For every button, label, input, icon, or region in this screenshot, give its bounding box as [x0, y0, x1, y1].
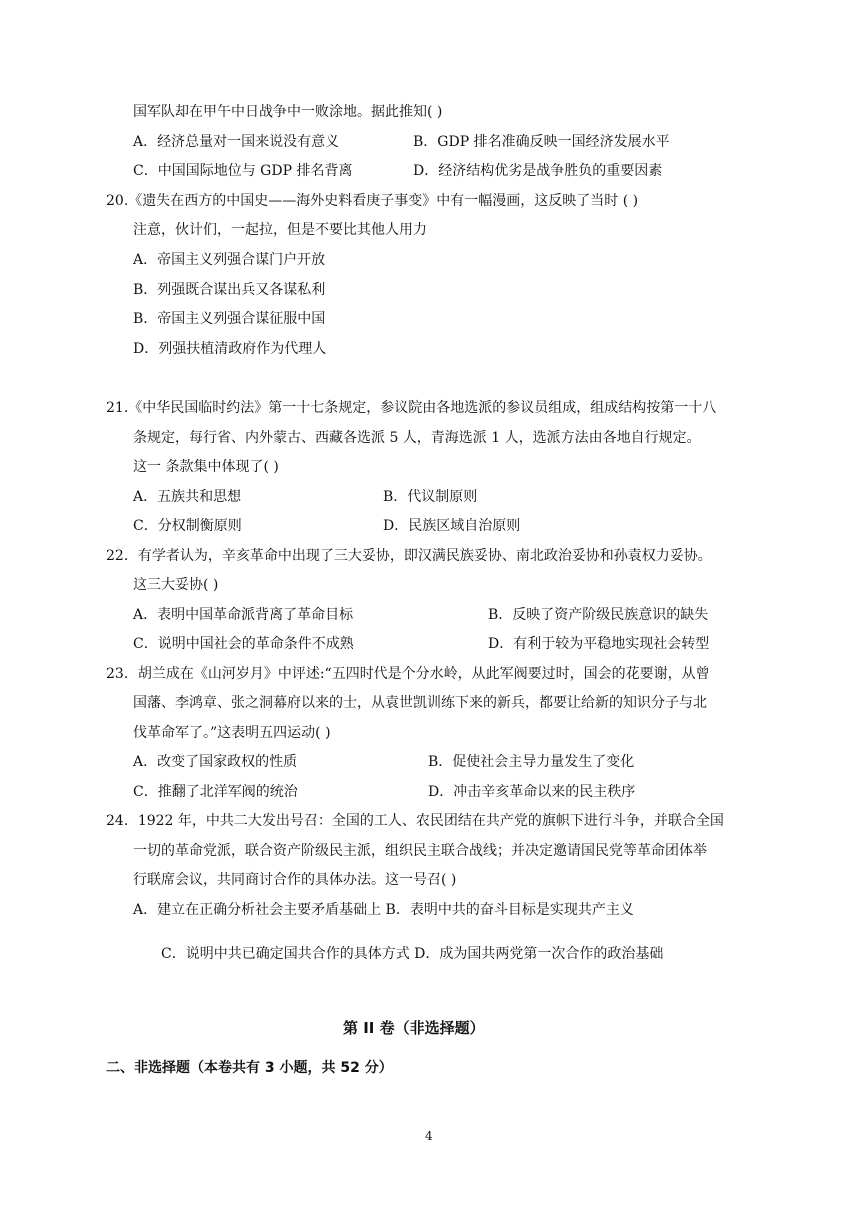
- question-21-option-d: D．民族区域自治原则: [383, 518, 521, 534]
- question-22-stem-line-2: 这三大妥协( ): [133, 577, 219, 593]
- question-19-option-b: B．GDP 排名准确反映一国经济发展水平: [413, 134, 670, 150]
- section-heading: 二、非选择题（本卷共有 3 小题，共 52 分）: [106, 1060, 393, 1076]
- question-23-option-a: A．改变了国家政权的性质: [133, 754, 298, 770]
- question-23-option-c: C．推翻了北洋军阀的统治: [133, 784, 298, 800]
- question-22-stem-line-1: 22．有学者认为，辛亥革命中出现了三大妥协，即汉满民族妥协、南北政治妥协和孙袁权力妥协。: [106, 548, 712, 564]
- question-20-option-d: D．列强扶植清政府作为代理人: [133, 341, 327, 357]
- question-23-stem-line-2: 国藩、李鸿章、张之洞幕府以来的士，从袁世凯训练下来的新兵，都要让给新的知识分子与北: [133, 695, 707, 711]
- question-20-option-c: B．帝国主义列强合谋征服中国: [133, 311, 326, 327]
- question-19-option-c: C．中国国际地位与 GDP 排名背离: [133, 163, 353, 179]
- question-21-stem-line-2: 条规定，每行省、内外蒙古、西藏各选派 5 人，青海选派 1 人，选派方法由各地自行规定。: [133, 430, 701, 446]
- question-24-stem-line-1: 24．1922 年，中共二大发出号召：全国的工人、农民团结在共产党的旗帜下进行斗争，并联合全国: [106, 813, 724, 829]
- question-21-option-c: C．分权制衡原则: [133, 518, 242, 534]
- question-21-option-b: B．代议制原则: [383, 489, 478, 505]
- question-21-option-a: A．五族共和思想: [133, 489, 242, 505]
- question-22-option-a: A．表明中国革命派背离了革命目标: [133, 607, 354, 623]
- question-19-stem: 国军队却在甲午中日战争中一败涂地。据此推知( ): [133, 104, 443, 120]
- question-24-stem-line-2: 一切的革命党派，联合资产阶级民主派，组织民主联合战线；并决定邀请国民党等革命团体举: [133, 843, 707, 859]
- question-22-option-c: C．说明中国社会的革命条件不成熟: [133, 636, 354, 652]
- page-number: 4: [425, 1129, 433, 1143]
- question-19-option-d: D．经济结构优劣是战争胜负的重要因素: [413, 163, 663, 179]
- question-22-option-b: B．反映了资产阶级民族意识的缺失: [488, 607, 709, 623]
- question-23-option-d: D．冲击辛亥革命以来的民主秩序: [428, 784, 636, 800]
- question-21-stem-line-1: 21.《中华民国临时约法》第一十七条规定，参议院由各地选派的参议员组成，组成结构按第一十八: [106, 400, 717, 416]
- question-20-cartoon-caption: 注意，伙计们，一起拉，但是不要比其他人用力: [133, 222, 427, 238]
- question-19-option-a: A．经济总量对一国来说没有意义: [133, 134, 340, 150]
- question-20-option-a: A．帝国主义列强合谋门户开放: [133, 252, 326, 268]
- question-21-stem-line-3: 这一 条款集中体现了( ): [133, 459, 279, 475]
- question-24-options-ab: A．建立在正确分析社会主要矛盾基础上 B．表明中共的奋斗目标是实现共产主义: [133, 902, 634, 918]
- question-24-stem-line-3: 行联席会议，共同商讨合作的具体办法。这一号召( ): [133, 872, 457, 888]
- question-23-option-b: B．促使社会主导力量发生了变化: [428, 754, 635, 770]
- question-23-stem-line-3: 伐革命军了。”这表明五四运动( ): [133, 725, 331, 741]
- question-23-stem-line-1: 23．胡兰成在《山河岁月》中评述:“五四时代是个分水岭，从此军阀要过时，国会的花要谢，从曾: [106, 666, 710, 682]
- question-22-option-d: D．有利于较为平稳地实现社会转型: [488, 636, 710, 652]
- question-20-stem: 20.《遗失在西方的中国史——海外史料看庚子事变》中有一幅漫画，这反映了当时 ( ): [106, 193, 639, 209]
- volume-title: 第 II 卷（非选择题）: [343, 1019, 485, 1037]
- question-24-options-cd: C．说明中共已确定国共合作的具体方式 D．成为国共两党第一次合作的政治基础: [161, 946, 664, 962]
- question-20-option-b: B．列强既合谋出兵又各谋私利: [133, 282, 326, 298]
